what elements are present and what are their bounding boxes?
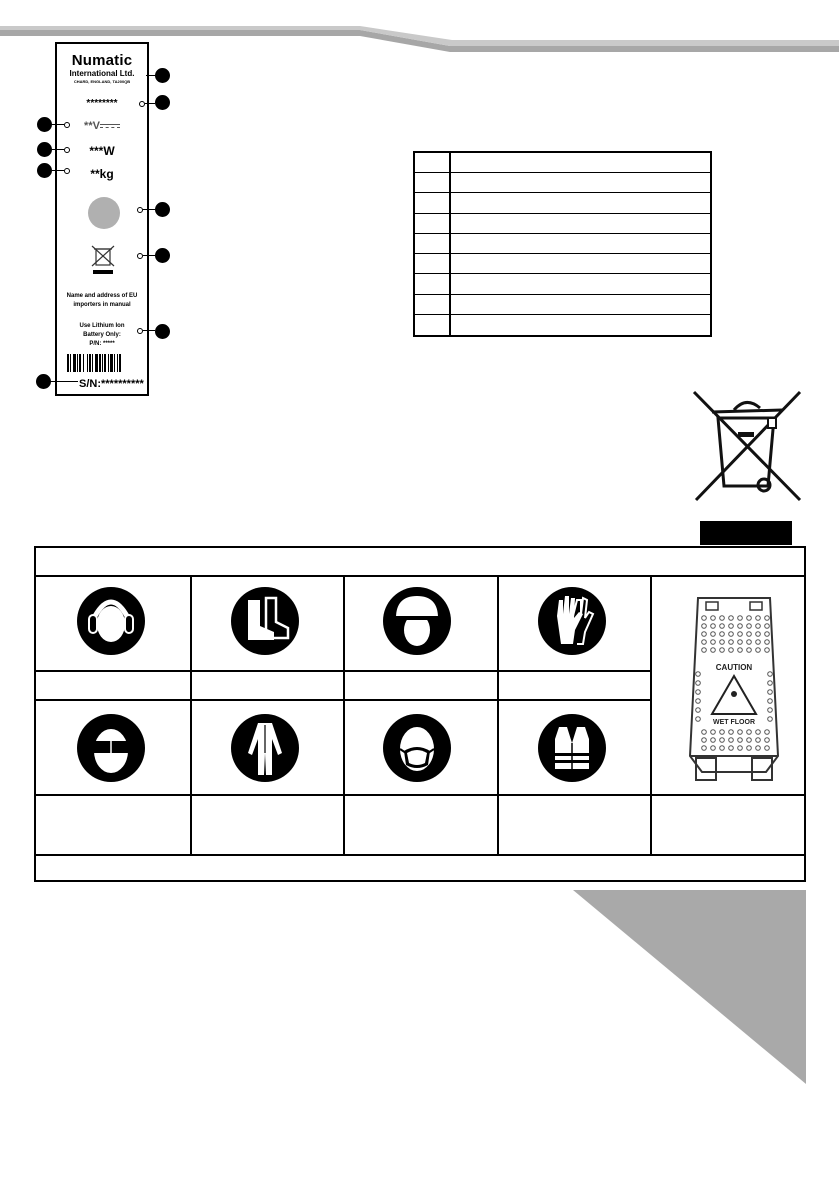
battery-line-3: P/N: ***** — [89, 341, 115, 347]
key-table-number — [415, 295, 451, 314]
callout-marker — [37, 142, 52, 157]
leader-ring — [139, 101, 145, 107]
callout-marker — [155, 95, 170, 110]
key-table-number — [415, 274, 451, 293]
leader-ring — [64, 147, 70, 153]
key-table-row — [415, 274, 710, 294]
face-mask-icon — [382, 713, 452, 783]
leader-line — [143, 330, 155, 331]
weee-underline-bar — [700, 521, 792, 545]
key-table-number — [415, 214, 451, 233]
plate-voltage — [57, 120, 147, 132]
gloves-icon — [537, 586, 607, 656]
ppe-divider — [190, 575, 192, 856]
leader-line — [52, 170, 64, 171]
wet-floor-caution-sign-icon — [686, 596, 782, 782]
key-table-row — [415, 295, 710, 315]
ppe-divider — [36, 575, 804, 577]
callout-marker — [37, 163, 52, 178]
key-table-row — [415, 315, 710, 335]
hi-vis-vest-icon — [537, 713, 607, 783]
plate-weight: **kg — [90, 167, 114, 181]
plate-weee-icon — [90, 244, 116, 276]
battery-line-2: Battery Only: — [83, 332, 121, 338]
callout-marker — [155, 248, 170, 263]
key-table-number — [415, 153, 451, 172]
plate-serial: S/N:********** — [79, 378, 144, 390]
key-table-number — [415, 173, 451, 192]
ppe-divider — [36, 854, 804, 856]
plate-company: International Ltd. — [69, 69, 135, 78]
leader-line — [143, 209, 155, 210]
plate-importer-text: Name and address of EU importers in manual — [66, 293, 138, 308]
callout-marker — [37, 117, 52, 132]
key-table-number — [415, 193, 451, 212]
battery-line-1: Use Lithium Ion — [79, 323, 125, 329]
sign-top-text: CAUTION — [715, 663, 753, 672]
plate-wattage: ***W — [89, 144, 115, 158]
leader-line — [52, 149, 64, 150]
coverall-icon — [230, 713, 300, 783]
key-table — [413, 151, 712, 337]
leader-line — [143, 255, 155, 256]
leader-line — [50, 381, 78, 382]
leader-line — [52, 124, 64, 125]
hard-hat-icon — [382, 586, 452, 656]
callout-marker — [36, 374, 51, 389]
sign-bottom-text: WET FLOOR — [713, 719, 755, 726]
ear-protection-icon — [76, 586, 146, 656]
callout-marker — [155, 68, 170, 83]
callout-marker — [155, 324, 170, 339]
key-table-number — [415, 315, 451, 335]
ppe-divider — [343, 575, 345, 856]
ppe-table — [34, 546, 806, 882]
ppe-divider — [650, 575, 652, 856]
leader-ring — [137, 253, 143, 259]
ppe-divider — [497, 575, 499, 856]
safety-glasses-icon — [76, 713, 146, 783]
leader-line — [146, 75, 156, 76]
plate-voltage-value: **V — [84, 120, 100, 132]
ppe-divider — [36, 794, 804, 796]
key-table-row — [415, 193, 710, 213]
key-table-number — [415, 254, 451, 273]
leader-line — [145, 103, 155, 104]
certification-mark-icon — [88, 197, 120, 229]
plate-address: CHARD, ENGLAND, TA200QB — [73, 79, 131, 84]
leader-ring — [64, 122, 70, 128]
key-table-row — [415, 254, 710, 274]
key-table-row — [415, 153, 710, 173]
crossed-out-wheelie-bin-icon — [690, 388, 804, 506]
callout-marker — [155, 202, 170, 217]
plate-battery-text — [57, 322, 147, 349]
plate-model: ******** — [86, 98, 118, 109]
key-table-number — [415, 234, 451, 253]
key-table-row — [415, 214, 710, 234]
rating-plate — [55, 42, 149, 396]
leader-ring — [64, 168, 70, 174]
leader-ring — [137, 207, 143, 213]
plate-brand: Numatic — [71, 52, 133, 69]
barcode-icon — [67, 354, 139, 372]
dc-symbol-icon — [100, 124, 120, 128]
leader-ring — [137, 328, 143, 334]
safety-boots-icon — [230, 586, 300, 656]
key-table-row — [415, 173, 710, 193]
key-table-row — [415, 234, 710, 254]
